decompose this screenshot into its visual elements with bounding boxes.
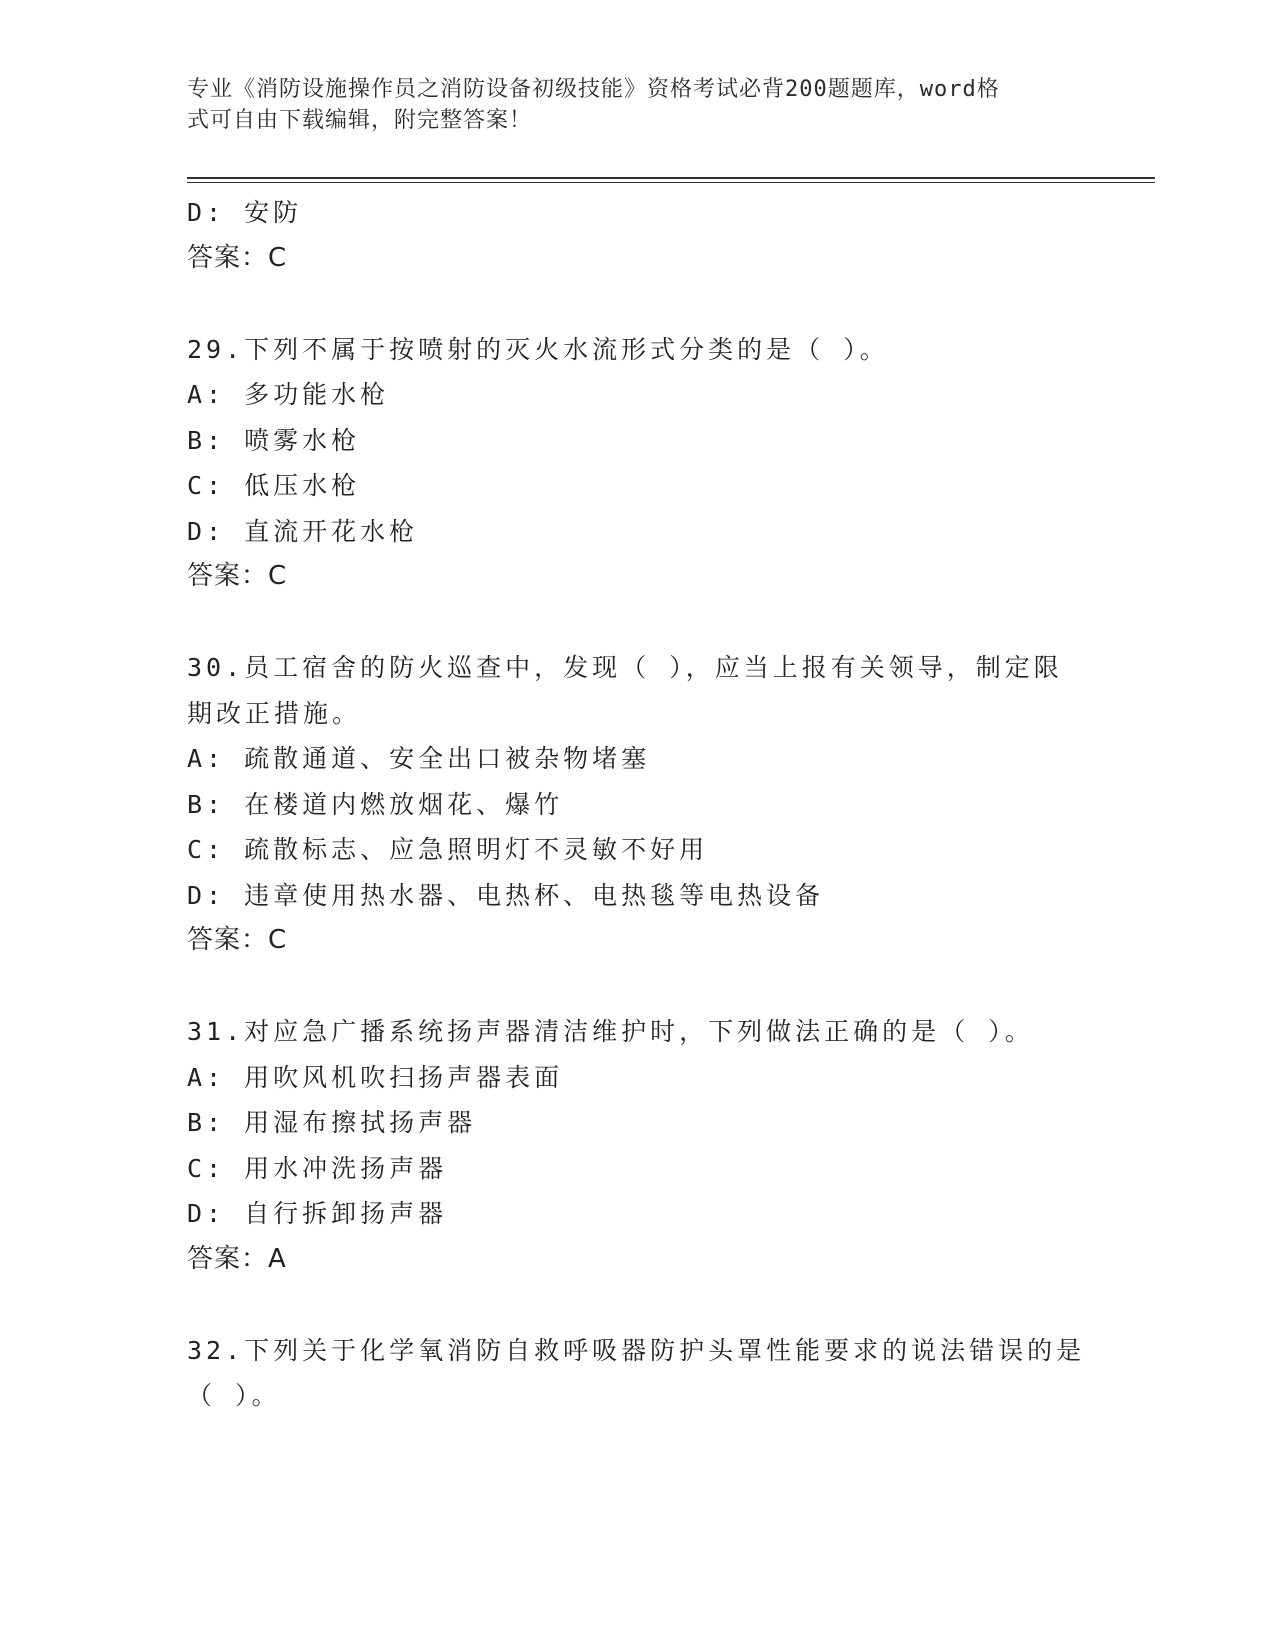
question-stem-line-1: 30.员工宿舍的防火巡查中，发现（ ），应当上报有关领导，制定限 bbox=[187, 653, 1063, 682]
answer-line: 答案：C bbox=[187, 561, 288, 591]
question-29 bbox=[187, 327, 1087, 600]
header-line-2: 式可自由下载编辑，附完整答案！ bbox=[187, 108, 533, 133]
header-rule-thick bbox=[187, 177, 1155, 179]
option-d: D: 违章使用热水器、电热杯、电热毯等电热设备 bbox=[187, 880, 825, 910]
option-a: A: 疏散通道、安全出口被杂物堵塞 bbox=[187, 744, 651, 773]
question-stem: 29.下列不属于按喷射的灭火水流形式分类的是（ ）。 bbox=[187, 334, 889, 364]
answer-line: 答案：A bbox=[187, 1243, 287, 1274]
option-b: B: 用湿布擦拭扬声器 bbox=[187, 1108, 477, 1137]
option-b: B: 喷雾水枪 bbox=[187, 425, 361, 455]
document-body bbox=[187, 190, 1087, 1419]
answer-line: 答案：C bbox=[187, 242, 288, 273]
option-d: D: 安防 bbox=[187, 198, 303, 227]
option-c: C: 疏散标志、应急照明灯不灵敏不好用 bbox=[187, 835, 709, 864]
question-stem-line-2: （ ）。 bbox=[187, 1381, 281, 1410]
spacer bbox=[187, 1282, 1087, 1328]
spacer bbox=[187, 281, 1087, 327]
question-stem: 31.对应急广播系统扬声器清洁维护时，下列做法正确的是（ ）。 bbox=[187, 1017, 1034, 1046]
header-rule-thin bbox=[187, 182, 1155, 183]
option-c: C: 低压水枪 bbox=[187, 471, 361, 500]
option-c: C: 用水冲洗扬声器 bbox=[187, 1153, 448, 1183]
question-stem-line-1: 32.下列关于化学氧消防自救呼吸器防护头罩性能要求的说法错误的是 bbox=[187, 1335, 1086, 1365]
option-b: B: 在楼道内燃放烟花、爆竹 bbox=[187, 789, 564, 819]
option-d: D: 直流开花水枪 bbox=[187, 516, 419, 546]
answer-line: 答案：C bbox=[187, 925, 288, 955]
question-32 bbox=[187, 1328, 1087, 1419]
question-30 bbox=[187, 645, 1087, 964]
spacer bbox=[187, 964, 1087, 1010]
option-a: A: 多功能水枪 bbox=[187, 380, 390, 409]
question-stem-line-2: 期改正措施。 bbox=[187, 698, 362, 728]
question-31 bbox=[187, 1009, 1087, 1282]
header-line-1: 专业《消防设施操作员之消防设备初级技能》资格考试必背200题题库，word格 bbox=[187, 77, 1000, 102]
document-header bbox=[187, 74, 1087, 136]
option-d: D: 自行拆卸扬声器 bbox=[187, 1199, 448, 1228]
option-a: A: 用吹风机吹扫扬声器表面 bbox=[187, 1062, 564, 1092]
spacer bbox=[187, 600, 1087, 646]
